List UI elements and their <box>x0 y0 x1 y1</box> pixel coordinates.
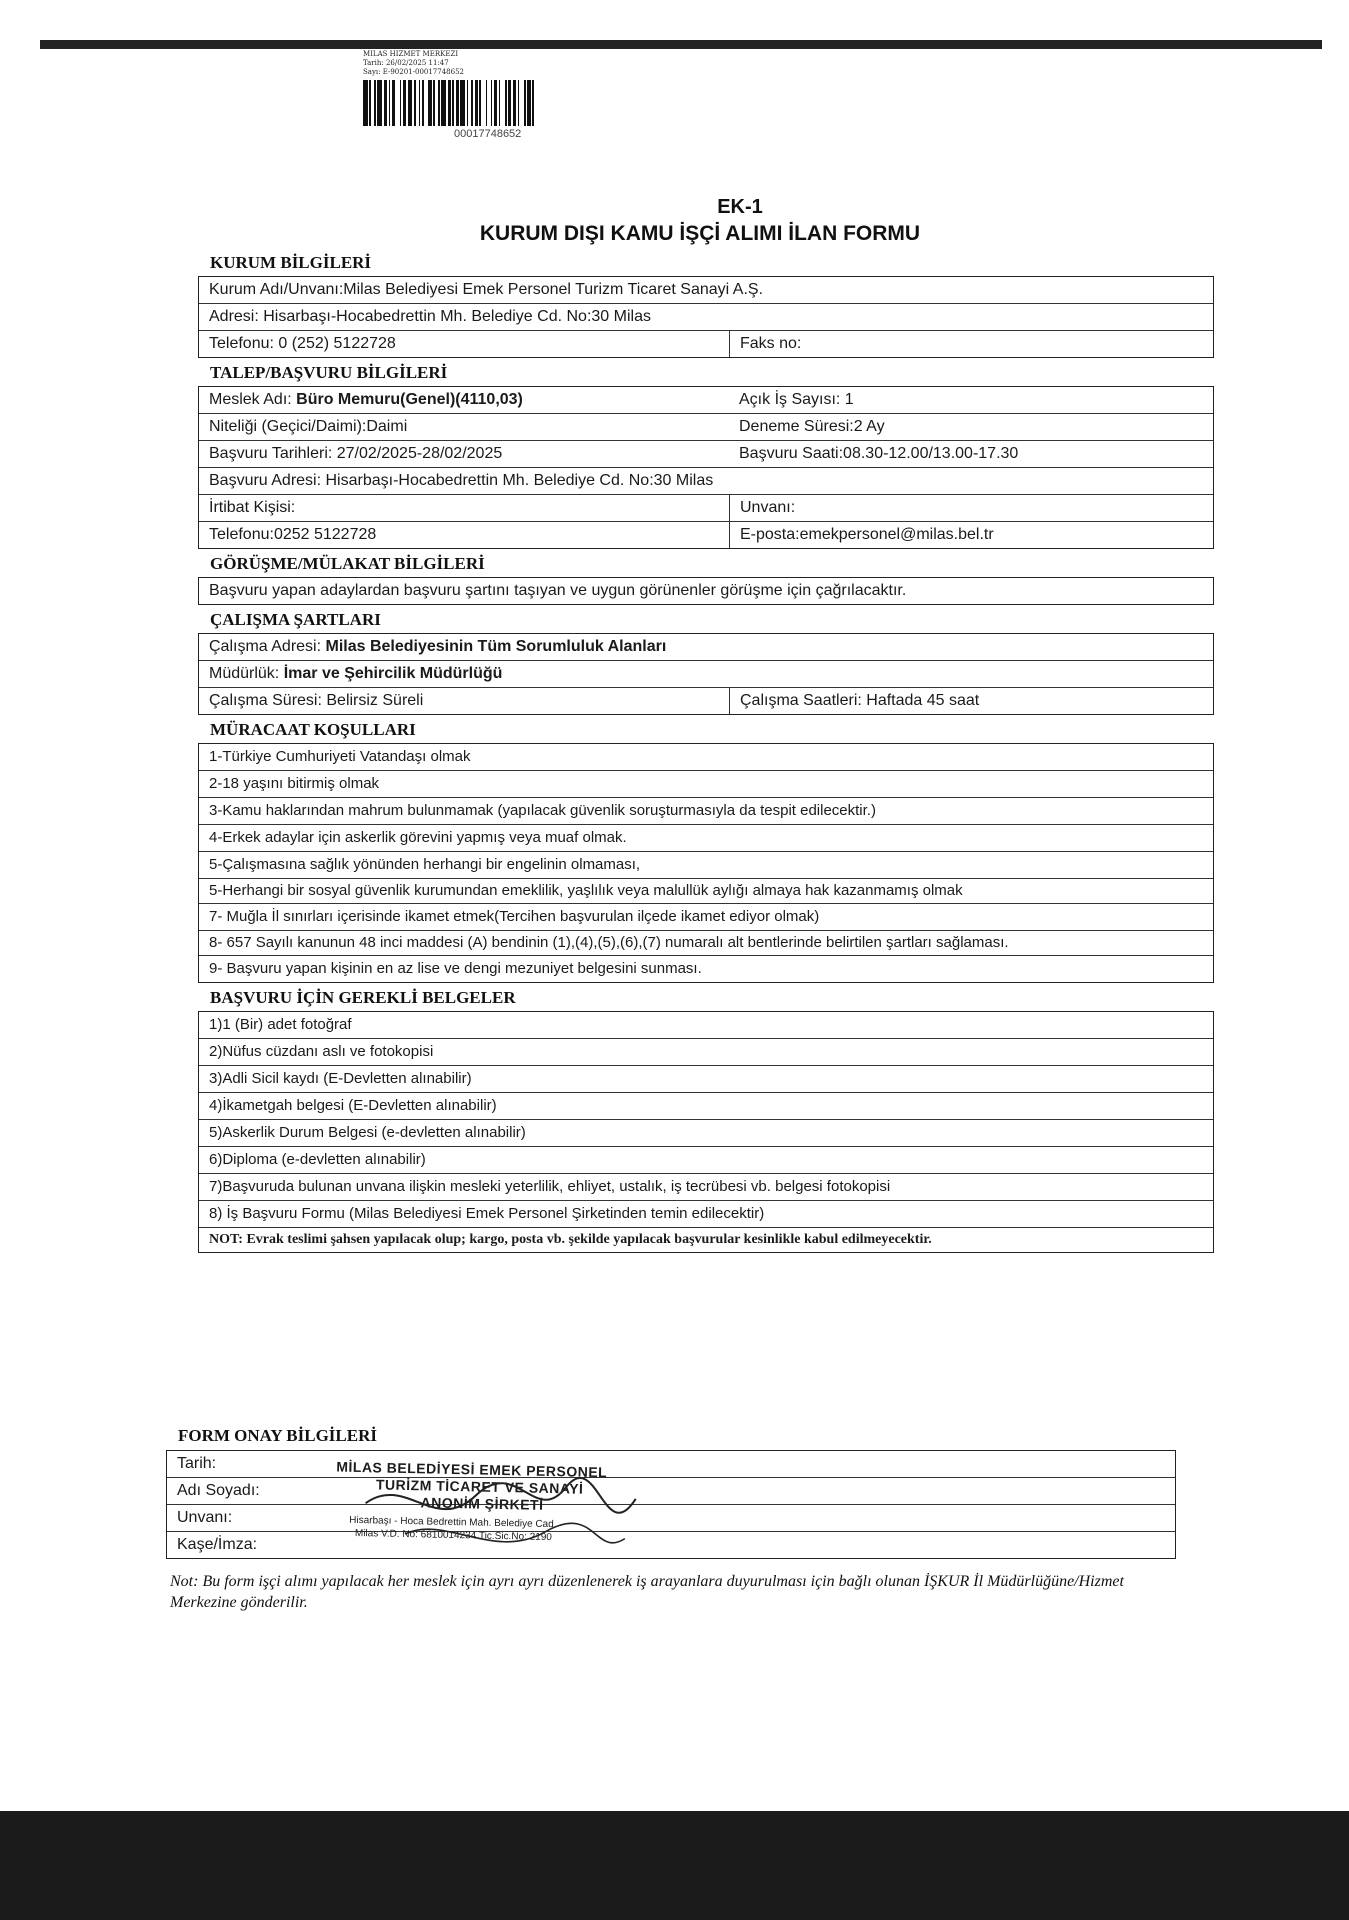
work-address-value: Milas Belediyesinin Tüm Sorumluluk Alanları <box>325 638 667 655</box>
talep-dates: Başvuru Tarihleri: 27/02/2025-28/02/2025 <box>209 445 503 462</box>
directorate-label: Müdürlük: <box>209 665 284 682</box>
requirement-item <box>199 798 1213 825</box>
onay-date-row <box>167 1451 1175 1478</box>
requirement-item <box>199 771 1213 798</box>
talep-phone: Telefonu:0252 5122728 <box>209 526 377 543</box>
requirement-text: 2-18 yaşını bitirmiş olmak <box>209 775 380 792</box>
talep-occupation <box>199 387 729 413</box>
stamp-office: MILAS HIZMET MERKEZI <box>363 50 459 58</box>
document-text: 4)İkametgah belgesi (E-Devletten alınabilir) <box>209 1097 497 1114</box>
document-note: NOT: Evrak teslimi şahsen yapılacak olup; kargo, posta vb. şekilde yapılacak başvurular kesinlikle kabul edilmeyecektir. <box>209 1232 932 1247</box>
document-text: 2)Nüfus cüzdanı aslı ve fotokopisi <box>209 1043 434 1060</box>
kurum-phone-row <box>199 331 1213 357</box>
onay-section <box>166 1450 1176 1559</box>
barcode <box>363 80 639 126</box>
scan-top-edge <box>40 40 1322 49</box>
document-text: 8) İş Başvuru Formu (Milas Belediyesi Emek Personel Şirketinden temin edilecektir) <box>209 1205 765 1222</box>
calisma-duration: Çalışma Süresi: Belirsiz Süreli <box>209 692 424 709</box>
onay-date-label: Tarih: <box>177 1455 217 1472</box>
document-item <box>199 1039 1213 1066</box>
requirement-item <box>199 931 1213 956</box>
section-heading-calisma: ÇALIŞMA ŞARTLARI <box>210 610 381 629</box>
onay-name-row <box>167 1478 1175 1505</box>
onay-stamp-label: Kaşe/İmza: <box>177 1536 258 1553</box>
calisma-address <box>199 634 1213 660</box>
company-stamp-line: TURİZM TİCARET VE SANAYİ <box>375 1476 584 1497</box>
kurum-name-row <box>199 277 1213 304</box>
kurum-fax: Faks no: <box>729 331 1213 357</box>
calisma-directorate-row <box>199 661 1213 688</box>
footer-note: Not: Bu form işçi alımı yapılacak her meslek için ayrı ayrı düzenlenerek iş arayanlara duyurulması için bağlı olunan İŞKUR İl Müdürlüğüne/Hizmet Merkezine gönderilir. <box>170 1573 1124 1611</box>
document-text: 3)Adli Sicil kaydı (E-Devletten alınabilir) <box>209 1070 472 1087</box>
document-item <box>199 1174 1213 1201</box>
talep-address-row <box>199 468 1213 495</box>
onay-title-row <box>167 1505 1175 1532</box>
calisma-section <box>198 633 1214 715</box>
talep-nature: Niteliği (Geçici/Daimi):Daimi <box>209 418 408 435</box>
document-text: 7)Başvuruda bulunan unvana ilişkin mesleki yeterlilik, ehliyet, ustalık, iş tecrübesi vb. belgesi fotokopisi <box>209 1178 891 1195</box>
kurum-name: Kurum Adı/Unvanı:Milas Belediyesi Emek Personel Turizm Ticaret Sanayi A.Ş. <box>209 281 764 298</box>
onay-name-label: Adı Soyadı: <box>177 1482 260 1499</box>
barcode-bar <box>534 80 537 126</box>
talep-dates-row <box>199 441 1213 468</box>
company-stamp-line: ANONİM ŞİRKETİ <box>420 1494 544 1513</box>
section-heading-muracaat: MÜRACAAT KOŞULLARI <box>210 720 416 739</box>
section-heading-belgeler: BAŞVURU İÇİN GEREKLİ BELGELER <box>210 988 516 1007</box>
document-text: 6)Diploma (e-devletten alınabilir) <box>209 1151 426 1168</box>
requirement-text: 4-Erkek adaylar için askerlik görevini yapmış veya muaf olmak. <box>209 829 627 846</box>
calisma-address-row <box>199 634 1213 661</box>
requirement-item <box>199 825 1213 852</box>
document-text: 5)Askerlik Durum Belgesi (e-devletten alınabilir) <box>209 1124 526 1141</box>
requirement-item <box>199 879 1213 904</box>
requirement-text: 9- Başvuru yapan kişinin en az lise ve dengi mezuniyet belgesini sunması. <box>209 960 702 977</box>
form-approval <box>166 1420 1176 1559</box>
section-heading-onay: FORM ONAY BİLGİLERİ <box>178 1426 377 1445</box>
talep-phone-row <box>199 522 1213 548</box>
requirement-item <box>199 744 1213 771</box>
calisma-hours: Çalışma Saatleri: Haftada 45 saat <box>729 688 1213 714</box>
scan-bottom-edge <box>0 1811 1349 1920</box>
belgeler-section <box>198 1011 1214 1253</box>
document-item <box>199 1147 1213 1174</box>
calisma-duration-row <box>199 688 1213 714</box>
section-heading-gorusme: GÖRÜŞME/MÜLAKAT BİLGİLERİ <box>210 554 485 573</box>
work-address-label: Çalışma Adresi: <box>209 638 326 655</box>
annex-label: EK-1 <box>717 196 763 218</box>
stamp-date: Tarih: 26/02/2025 11:47 <box>363 59 449 67</box>
document-item <box>199 1201 1213 1228</box>
muracaat-section <box>198 743 1214 983</box>
kurum-section <box>198 276 1214 358</box>
document-note-row <box>199 1228 1213 1252</box>
requirement-text: 7- Muğla İl sınırları içerisinde ikamet etmek(Tercihen başvurulan ilçede ikamet ediyor olmak) <box>209 908 820 925</box>
calisma-directorate <box>199 661 1213 687</box>
onay-stamp-row <box>167 1532 1175 1558</box>
registry-stamp <box>363 50 643 140</box>
kurum-address: Adresi: Hisarbaşı-Hocabedrettin Mh. Belediye Cd. No:30 Milas <box>209 308 651 325</box>
requirement-text: 5-Herhangi bir sosyal güvenlik kurumundan emeklilik, yaşlılık veya malullük aylığı almaya hak kazanmamış olmak <box>209 882 963 899</box>
barcode-number: 00017748652 <box>454 128 522 140</box>
requirement-item <box>199 904 1213 931</box>
gorusme-text: Başvuru yapan adaylardan başvuru şartını taşıyan ve uygun görünenler görüşme için çağrılacaktır. <box>209 582 907 599</box>
requirement-item <box>199 956 1213 982</box>
stamp-number: Sayı: E-90201-00017748652 <box>363 68 464 76</box>
talep-address: Başvuru Adresi: Hisarbaşı-Hocabedrettin Mh. Belediye Cd. No:30 Milas <box>209 472 714 489</box>
section-heading-talep: TALEP/BAŞVURU BİLGİLERİ <box>210 363 448 382</box>
talep-trial: Deneme Süresi:2 Ay <box>739 418 885 435</box>
occupation-label: Meslek Adı: <box>209 391 297 408</box>
kurum-address-row <box>199 304 1213 331</box>
job-posting-form <box>198 248 1214 1253</box>
document-item <box>199 1120 1213 1147</box>
talep-contact: İrtibat Kişisi: <box>209 499 296 516</box>
document-item <box>199 1012 1213 1039</box>
requirement-text: 8- 657 Sayılı kanunun 48 inci maddesi (A) bendinin (1),(4),(5),(6),(7) numaralı alt bentlerinde belirtilen şartları sağlaması. <box>209 934 1009 951</box>
company-stamp-address: Hisarbaşı - Hoca Bedrettin Mah. Belediye Cad. <box>349 1514 557 1531</box>
requirement-text: 3-Kamu haklarından mahrum bulunmamak (yapılacak güvenlik soruşturmasıyla da tespit edilecektir.) <box>209 802 876 819</box>
talep-open-positions: Açık İş Sayısı: 1 <box>739 391 854 408</box>
talep-section <box>198 386 1214 549</box>
requirement-item <box>199 852 1213 879</box>
kurum-phone: Telefonu: 0 (252) 5122728 <box>209 335 396 352</box>
occupation-value: Büro Memuru(Genel)(4110,03) <box>296 391 523 408</box>
requirement-text: 1-Türkiye Cumhuriyeti Vatandaşı olmak <box>209 748 471 765</box>
company-stamp-tax: Milas V.D. No: 6810014234 Tic.Sic.No: 2190 <box>354 1527 552 1544</box>
gorusme-section <box>198 577 1214 605</box>
talep-nature-row <box>199 414 1213 441</box>
talep-title: Unvanı: <box>729 495 1213 521</box>
talep-email: E-posta:emekpersonel@milas.bel.tr <box>729 522 1213 548</box>
document-item <box>199 1066 1213 1093</box>
talep-occupation-row <box>199 387 1213 414</box>
company-stamp-line: MİLAS BELEDİYESİ EMEK PERSONEL <box>336 1458 608 1481</box>
directorate-value: İmar ve Şehircilik Müdürlüğü <box>283 665 503 682</box>
onay-title-label: Unvanı: <box>177 1509 233 1526</box>
talep-hours: Başvuru Saati:08.30-12.00/13.00-17.30 <box>739 445 1019 462</box>
form-title: KURUM DIŞI KAMU İŞÇİ ALIMI İLAN FORMU <box>479 222 921 245</box>
document-text: 1)1 (Bir) adet fotoğraf <box>209 1016 352 1033</box>
requirement-text: 5-Çalışmasına sağlık yönünden herhangi bir engelinin olmaması, <box>209 856 641 873</box>
document-item <box>199 1093 1213 1120</box>
talep-contact-row <box>199 495 1213 522</box>
section-heading-kurum: KURUM BİLGİLERİ <box>210 253 372 272</box>
gorusme-row <box>199 578 1213 604</box>
